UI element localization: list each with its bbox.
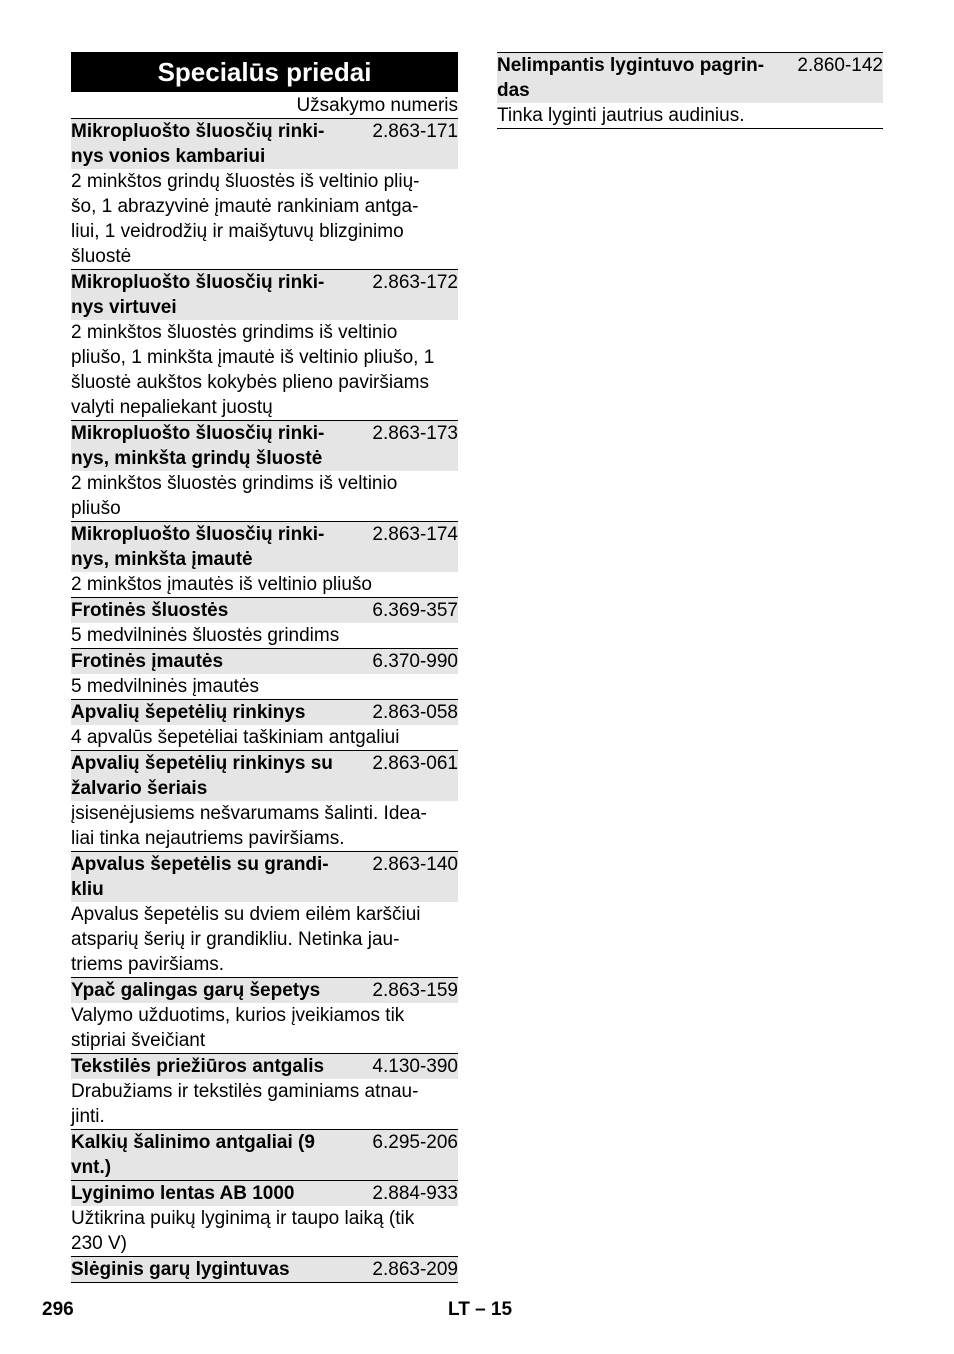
accessory-entry [71,269,458,420]
accessory-header [71,421,458,471]
list-end-rule [71,1282,458,1283]
accessory-name: Frotinės šluostės [71,600,229,621]
accessory-list [71,118,458,1282]
accessory-description: Apvalus šepetėlis su dviem eilėm karščiui atsparių šerių ir grandikliu. Netinka jau- triems paviršiams. [71,904,421,975]
accessory-header [71,1257,458,1282]
order-number: 2.863-174 [372,524,458,545]
accessory-header [71,700,458,725]
left-column [71,52,458,1283]
accessory-entry [71,1129,458,1180]
order-number: 2.863-058 [372,702,458,723]
order-number: 2.863-061 [372,753,458,774]
accessory-name: Apvalių šepetėlių rinkinys [71,702,306,723]
order-number-header: Užsakymo numeris [296,95,458,116]
order-number: 6.295-206 [372,1132,458,1153]
accessory-description: 5 medvilninės šluostės grindims [71,625,340,646]
accessory-description: Tinka lyginti jautrius audinius. [497,105,745,126]
accessory-name: Mikropluošto šluosčių rinki- nys, minkšta įmautė [71,524,325,570]
accessory-name: Slėginis garų lygintuvas [71,1259,290,1280]
accessory-entry [71,851,458,977]
accessory-name: Mikropluošto šluosčių rinki- nys virtuvei [71,272,325,318]
accessory-header [71,598,458,623]
accessory-header [71,978,458,1003]
accessory-name: Ypač galingas garų šepetys [71,980,321,1001]
accessory-entry [497,52,883,128]
accessory-name: Kalkių šalinimo antgaliai (9 vnt.) [71,1132,315,1178]
page-number: 296 [42,1299,74,1320]
section-label: LT – 15 [448,1299,513,1320]
accessory-entry [71,521,458,597]
accessory-entry [71,118,458,269]
accessory-name: Lyginimo lentas AB 1000 [71,1183,295,1204]
accessory-name: Mikropluošto šluosčių rinki- nys, minkšta grindų šluostė [71,423,325,469]
list-end-rule [497,128,883,129]
accessory-header [71,751,458,801]
accessory-description: 2 minkštos įmautės iš veltinio pliušo [71,574,372,595]
order-number: 2.884-933 [372,1183,458,1204]
section-title: Specialūs priedai [71,52,458,92]
accessory-name: Apvalus šepetėlis su grandi- kliu [71,854,329,900]
order-number: 2.863-159 [372,980,458,1001]
accessory-entry [71,1053,458,1129]
accessory-description: Užtikrina puikų lyginimą ir taupo laiką (tik 230 V) [71,1208,415,1254]
accessory-header [71,522,458,572]
order-number: 2.863-172 [372,272,458,293]
order-number: 2.863-173 [372,423,458,444]
order-number: 2.863-171 [372,121,458,142]
accessory-name: Frotinės įmautės [71,651,224,672]
order-number: 6.369-357 [372,600,458,621]
accessory-description: 2 minkštos šluostės grindims iš veltinio pliušo [71,473,398,519]
accessory-description: Drabužiams ir tekstilės gaminiams atnau- jinti. [71,1081,419,1127]
accessory-entry [71,597,458,648]
accessory-header [71,852,458,902]
accessory-entry [71,977,458,1053]
accessory-entry [71,699,458,750]
accessory-header [71,119,458,169]
accessory-name: Apvalių šepetėlių rinkinys su žalvario šeriais [71,753,333,799]
accessory-entry [71,648,458,699]
accessory-entry [71,1256,458,1282]
accessory-header [497,53,883,103]
accessory-entry [71,1180,458,1256]
order-number: 6.370-990 [372,651,458,672]
accessory-description: 2 minkštos šluostės grindims iš veltinio pliušo, 1 minkšta įmautė iš veltinio pliušo, 1 šluostė aukštos kokybės plieno paviršiams valyti nepaliekant juostų [71,322,435,418]
accessory-header [71,1130,458,1180]
order-number: 2.863-209 [372,1259,458,1280]
accessory-name: Tekstilės priežiūros antgalis [71,1056,325,1077]
accessory-name: Nelimpantis lygintuvo pagrin- das [497,55,765,101]
accessory-list-continued [497,52,883,128]
accessory-header [71,270,458,320]
accessory-header [71,1054,458,1079]
accessory-entry [71,420,458,521]
right-column [497,52,883,129]
accessory-description: 2 minkštos grindų šluostės iš veltinio plių- šo, 1 abrazyvinė įmautė rankiniam antga- liui, 1 veidrodžių ir maišytuvų blizginimo šluostė [71,171,420,267]
accessory-description: Valymo užduotims, kurios įveikiamos tik stipriai šveičiant [71,1005,405,1051]
order-number: 2.860-142 [797,55,883,76]
accessory-name: Mikropluošto šluosčių rinki- nys vonios kambariui [71,121,325,167]
accessory-description: įsisenėjusiems nešvarumams šalinti. Idea- liai tinka nejautriems paviršiams. [71,803,427,849]
order-number: 4.130-390 [372,1056,458,1077]
accessory-description: 5 medvilninės įmautės [71,676,259,697]
order-number: 2.863-140 [372,854,458,875]
accessory-entry [71,750,458,851]
accessory-header [71,649,458,674]
accessory-description: 4 apvalūs šepetėliai taškiniam antgaliui [71,727,400,748]
accessory-header [71,1181,458,1206]
